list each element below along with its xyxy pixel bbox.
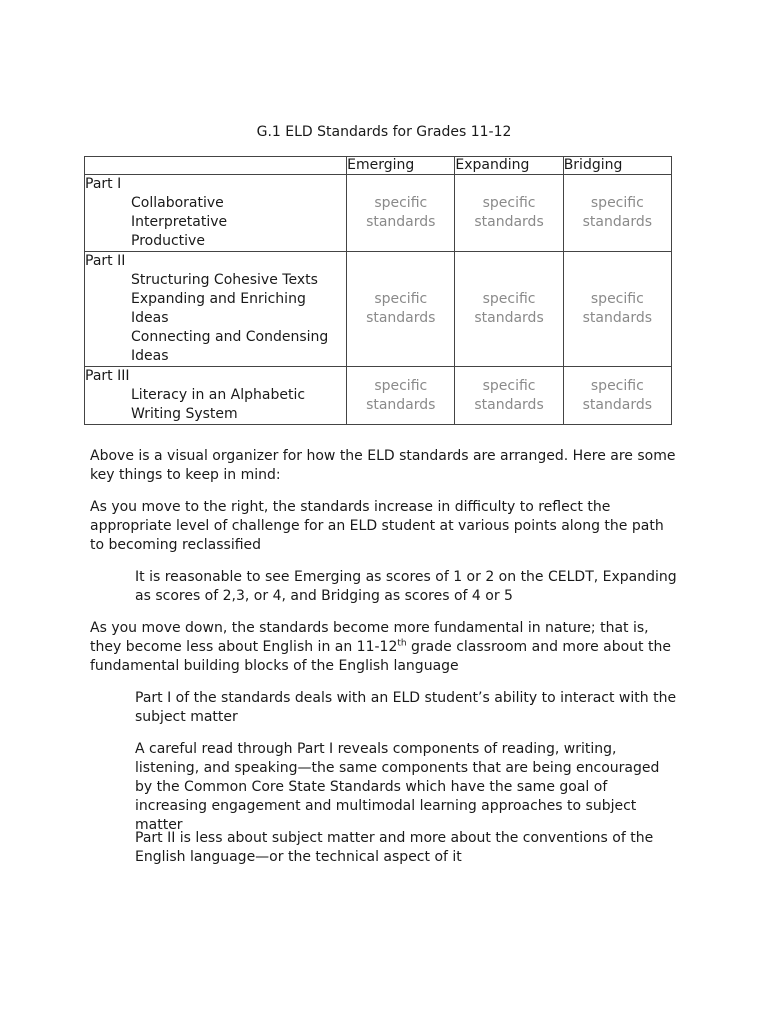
part-1-bridging-cell <box>563 175 671 252</box>
part-1-item: Collaborative <box>131 195 224 211</box>
cell-text: specific <box>374 291 428 307</box>
cell-text: specific <box>482 291 536 307</box>
part-1-emerging-cell <box>347 175 455 252</box>
table-row-part-2 <box>85 252 672 367</box>
cell-text: standards <box>582 310 653 326</box>
header-emerging: Emerging <box>347 157 455 175</box>
cell-text: specific <box>590 195 644 211</box>
move-right-paragraph <box>90 498 680 555</box>
cell-text: standards <box>582 214 653 230</box>
move-down-paragraph <box>90 619 680 676</box>
paragraph-text: As you move to the right, the standards increase in difficulty to reflect the appropriate level of challenge for an ELD student at various points along the path to becoming reclassified <box>90 499 664 553</box>
header-bridging: Bridging <box>563 157 671 175</box>
header-blank <box>85 157 347 175</box>
part-2-item: Ideas <box>131 348 169 364</box>
paragraph-text-end: grade classroom and more about the fundamental building blocks of the English language <box>90 639 671 674</box>
part-2-cell <box>85 252 347 367</box>
paragraph-text: Above is a visual organizer for how the ELD standards are arranged. Here are some key things to keep in mind: <box>90 448 676 483</box>
paragraph-text: A careful read through Part I reveals components of reading, writing, listening, and speaking—the same components that are being encouraged by the Common Core State Standards which have the same goal of increasing engagement and multimodal learning approaches to subject matter <box>135 741 660 833</box>
part-3-item: Literacy in an Alphabetic <box>131 387 306 403</box>
part-3-expanding-cell <box>455 367 563 425</box>
header-expanding: Expanding <box>455 157 563 175</box>
cell-text: standards <box>366 214 436 230</box>
part-1-item: Productive <box>131 233 205 249</box>
paragraph-text: It is reasonable to see Emerging as scores of 1 or 2 on the CELDT, Expanding as scores of 2,3, or 4, and Bridging as scores of 4 or 5 <box>135 569 677 604</box>
cell-text: specific <box>482 377 536 394</box>
part-2-emerging-cell <box>347 252 455 367</box>
document-title: G.1 ELD Standards for Grades 11-12 <box>256 124 512 140</box>
paragraph-text: Part I of the standards deals with an ELD student’s ability to interact with the subject matter <box>135 690 677 725</box>
cell-text: specific <box>590 291 644 307</box>
paragraph-text-start: As you move down, the standards become more fundamental in nature; that is, they become less about English in an 11-12 <box>90 620 649 655</box>
cell-text: standards <box>474 214 544 230</box>
part-2-expanding-cell <box>455 252 563 367</box>
part-3-label: Part III <box>85 368 130 384</box>
paragraph-text: Part II is less about subject matter and more about the conventions of the English language—or the technical aspect of it <box>135 830 654 865</box>
cell-text: standards <box>582 396 653 413</box>
cell-text: standards <box>474 396 544 413</box>
part-1-label: Part I <box>85 176 122 192</box>
cell-text: standards <box>474 310 544 326</box>
part-2-item: Ideas <box>131 310 169 326</box>
celdt-paragraph <box>135 568 680 606</box>
intro-paragraph <box>90 447 680 485</box>
table-row-part-3 <box>85 367 672 425</box>
part-2-item: Expanding and Enriching <box>131 291 306 307</box>
cell-text: specific <box>482 195 536 211</box>
table-header-row <box>85 157 672 175</box>
part-1-item: Interpretative <box>131 214 228 230</box>
part-3-item: Writing System <box>131 406 238 422</box>
ordinal-superscript: th <box>397 638 407 649</box>
cell-text: standards <box>366 310 436 326</box>
part-2-paragraph <box>135 829 680 867</box>
part-1-cell <box>85 175 347 252</box>
part-3-emerging-cell <box>347 367 455 425</box>
part-2-item: Connecting and Condensing <box>131 329 329 345</box>
part-1-paragraph <box>135 689 680 727</box>
table-row-part-1 <box>85 175 672 252</box>
cell-text: specific <box>590 377 644 394</box>
cell-text: specific <box>374 195 428 211</box>
part-3-bridging-cell <box>563 367 671 425</box>
paragraph-text <box>90 619 680 676</box>
part-2-bridging-cell <box>563 252 671 367</box>
part-3-cell <box>85 367 347 425</box>
careful-read-paragraph <box>135 740 680 835</box>
part-2-item: Structuring Cohesive Texts <box>131 272 318 288</box>
cell-text: standards <box>366 396 436 413</box>
eld-standards-table <box>84 156 672 425</box>
cell-text: specific <box>374 377 428 394</box>
part-2-label: Part II <box>85 253 126 269</box>
part-1-expanding-cell <box>455 175 563 252</box>
